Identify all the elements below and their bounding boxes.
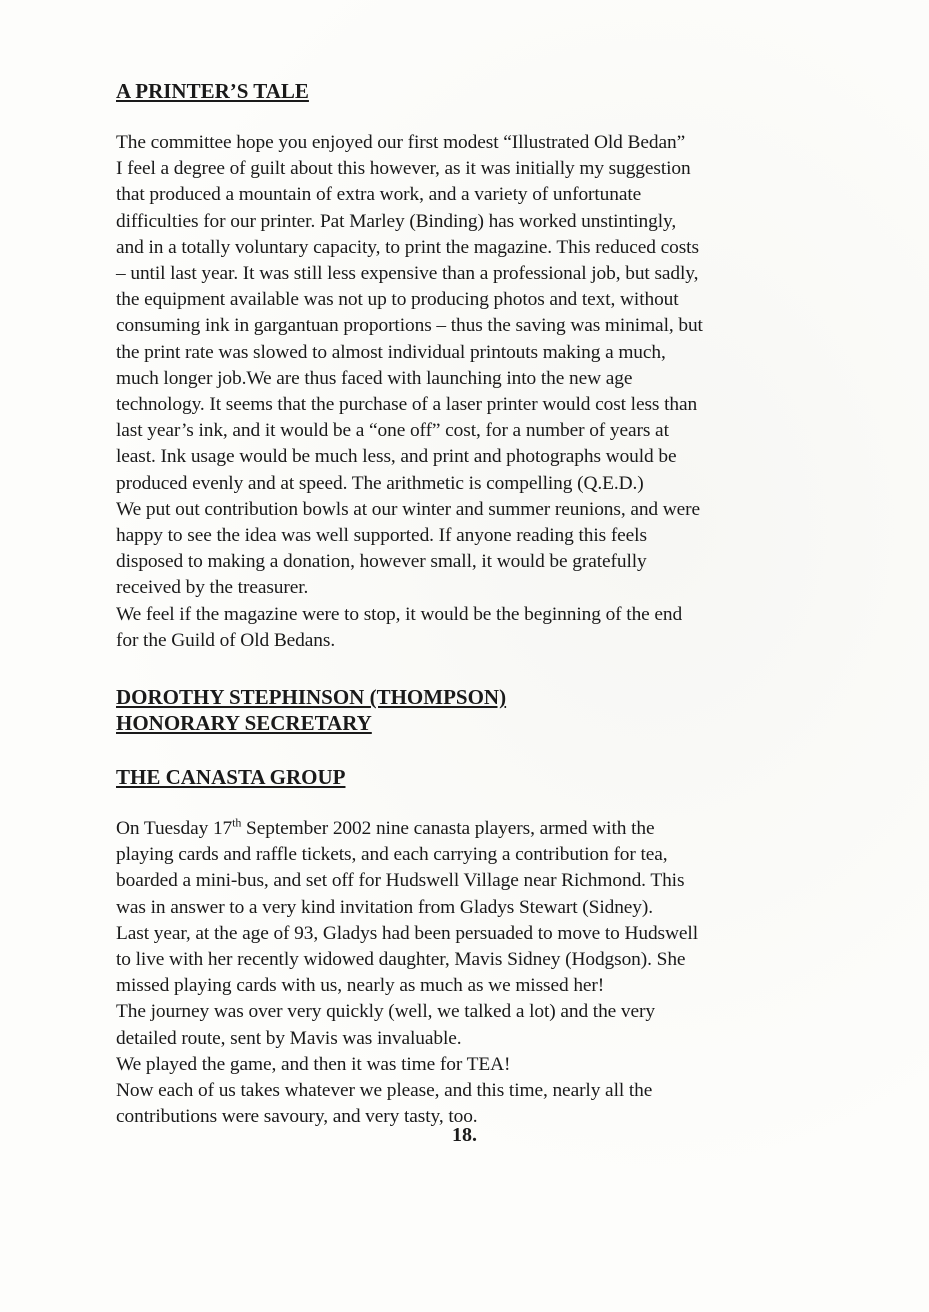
spacer <box>116 104 836 130</box>
text-line: playing cards and raffle tickets, and each carrying a contribution for tea, <box>116 844 668 866</box>
text-line: We played the game, and then it was time for TEA! <box>116 1053 511 1075</box>
text-line: the print rate was slowed to almost individual printouts making a much, <box>116 341 666 363</box>
text-line: least. Ink usage would be much less, and print and photographs would be <box>116 446 677 468</box>
text-line: I feel a degree of guilt about this however, as it was initially my suggestion <box>116 158 691 180</box>
text-line: difficulties for our printer. Pat Marley (Binding) has worked unstintingly, <box>116 210 677 232</box>
text-fragment: On Tuesday 17 <box>116 818 233 840</box>
text-line <box>116 816 836 842</box>
text-line: happy to see the idea was well supported. If anyone reading this feels <box>116 525 647 547</box>
text-line: was in answer to a very kind invitation from Gladys Stewart (Sidney). <box>116 896 654 918</box>
text-line: We feel if the magazine were to stop, it would be the beginning of the end <box>116 603 683 625</box>
spacer <box>116 790 836 816</box>
page-content <box>116 78 836 1131</box>
text-line: the equipment available was not up to producing photos and text, without <box>116 289 679 311</box>
text-line: We put out contribution bowls at our winter and summer reunions, and were <box>116 498 701 520</box>
printers-tale-heading: A PRINTER’S TALE <box>116 79 309 103</box>
text-line: consuming ink in gargantuan proportions – thus the saving was minimal, but <box>116 315 703 337</box>
text-line: Now each of us takes whatever we please, and this time, nearly all the <box>116 1080 653 1102</box>
text-line: much longer job.We are thus faced with launching into the new age <box>116 367 633 389</box>
signature-name: DOROTHY STEPHINSON (THOMPSON) <box>116 685 507 710</box>
text-line: The journey was over very quickly (well, we talked a lot) and the very <box>116 1001 655 1023</box>
text-line: boarded a mini-bus, and set off for Hudswell Village near Richmond. This <box>116 870 685 892</box>
canasta-paragraph <box>116 816 836 1130</box>
text-line: last year’s ink, and it would be a “one off” cost, for a number of years at <box>116 420 669 442</box>
text-line: to live with her recently widowed daughter, Mavis Sidney (Hodgson). She <box>116 949 686 971</box>
text-line: missed playing cards with us, nearly as much as we missed her! <box>116 975 605 997</box>
text-line: Last year, at the age of 93, Gladys had been persuaded to move to Hudswell <box>116 922 698 944</box>
text-line: contributions were savoury, and very tasty, too. <box>116 1106 478 1128</box>
signature-title: HONORARY SECRETARY <box>116 711 372 736</box>
text-line: disposed to making a donation, however small, it would be gratefully <box>116 551 647 573</box>
text-line: and in a totally voluntary capacity, to print the magazine. This reduced costs <box>116 236 699 258</box>
printers-tale-paragraph <box>116 130 836 654</box>
text-line: produced evenly and at speed. The arithmetic is compelling (Q.E.D.) <box>116 472 644 494</box>
text-line: technology. It seems that the purchase of a laser printer would cost less than <box>116 394 698 416</box>
canasta-heading: THE CANASTA GROUP <box>116 765 346 790</box>
text-line: for the Guild of Old Bedans. <box>116 629 336 651</box>
page-number: 18. <box>452 1124 477 1146</box>
text-fragment: September 2002 nine canasta players, armed with the <box>241 818 655 840</box>
spacer <box>116 654 836 684</box>
spacer <box>116 736 836 764</box>
text-line: – until last year. It was still less expensive than a professional job, but sadly, <box>116 263 699 285</box>
text-line: that produced a mountain of extra work, and a variety of unfortunate <box>116 184 642 206</box>
ordinal-suffix: th <box>232 815 242 830</box>
text-line: The committee hope you enjoyed our first modest “Illustrated Old Bedan” <box>116 132 686 153</box>
text-line: detailed route, sent by Mavis was invaluable. <box>116 1027 462 1049</box>
text-line: received by the treasurer. <box>116 577 309 599</box>
